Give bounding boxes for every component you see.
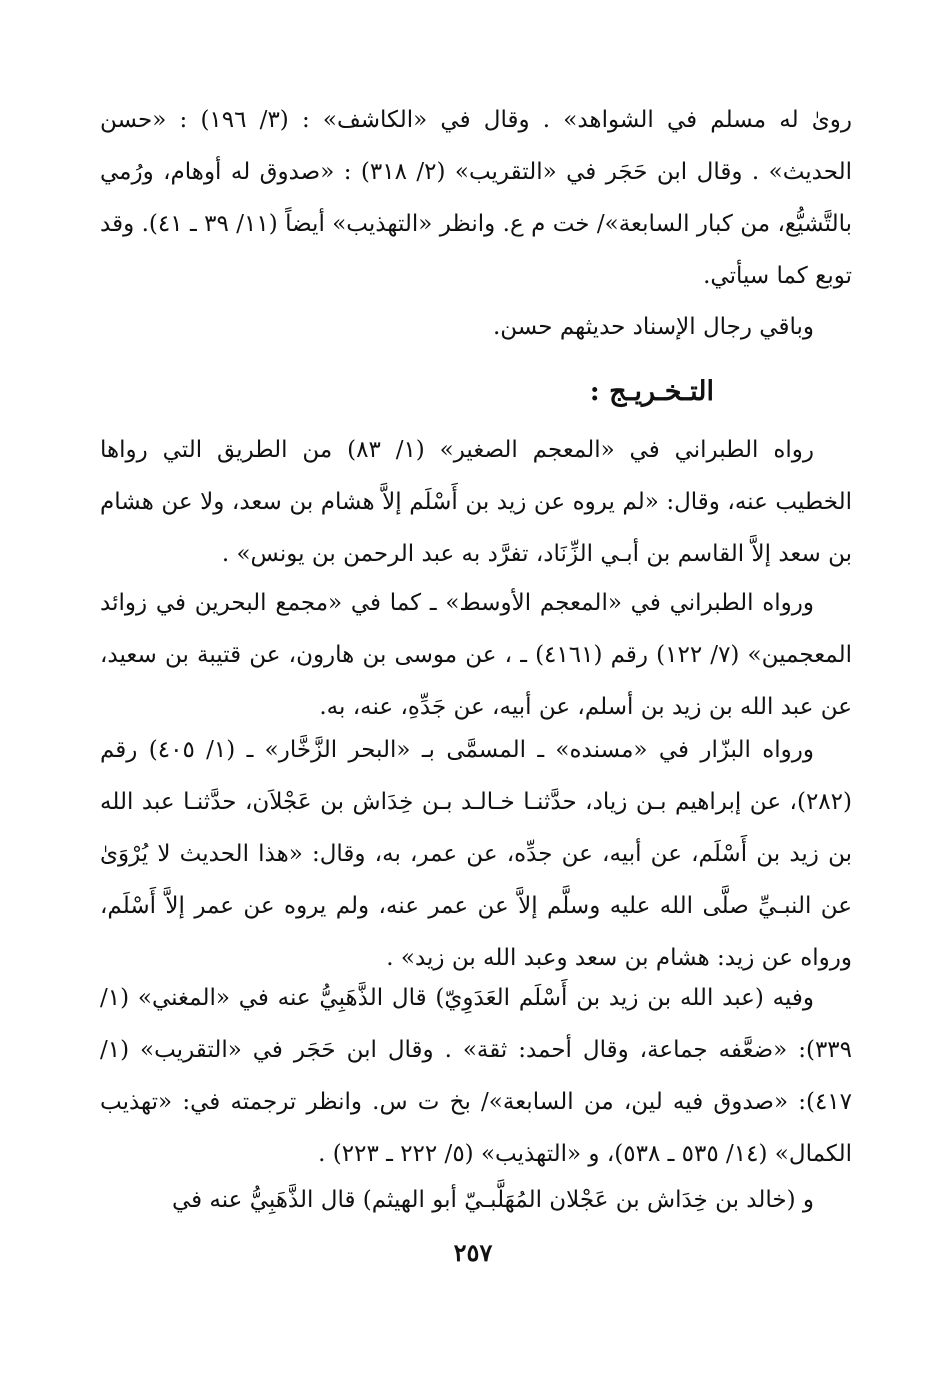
takhrij-paragraph-1: رواه الطبراني في «المعجم الصغير» (١/ ٨٣) من الطريق التي رواها الخطيب عنه، وقال: «لم يروه عن زيد بن أَسْلَم إلاَّ هشام بن سعد، ولا عن هشام بن سعد إلاَّ القاسم بن أبـي الزِّنَاد، تفرَّد به عبد الرحمن بن يونس» . bbox=[100, 437, 852, 567]
takhrij-paragraph-3: ورواه البزّار في «مسنده» ـ المسمَّى بـ «البحر الزَّخَّار» ـ (١/ ٤٠٥) رقم (٢٨٢)، عن إبراهيم بـن زياد، حدَّثنـا خـالـد بـن خِدَاش بن عَجْلاَن، حدَّثنـا عبد الله بن زيد بن أَسْلَم، عن أبيه، عن جدِّه، عن عمر، به، وقال: «هذا الحديث لا يُرْوَىٰ عن النبـيِّ صلَّى الله عليه وسلَّم إلاَّ عن عمر عنه، ولم يروه عن عمر إلاَّ أَسْلَم، ورواه عن زيد: هشام بن سعد وعبد الله بن زيد» . bbox=[100, 737, 852, 971]
page-number: ٢٥٧ bbox=[453, 1238, 493, 1267]
narrators-summary: وباقي رجال الإسناد حديثهم حسن. bbox=[492, 314, 814, 340]
intro-paragraph: رویٰ له مسلم في الشواهد» . وقال في «الكاشف» : (٣/ ١٩٦) : «حسن الحديث» . وقال ابن حَجَر في «التقريب» (٢/ ٣١٨) : «صدوق له أوهام، ورُمي بالتَّشيُّع، من كبار السابعة»/ خت م ع. وانظر «التهذيب» أيضاً (١١/ ٣٩ ـ ٤١). وقد توبع كما سيأتي. bbox=[100, 107, 852, 289]
section-heading-takhrij: التـخـريـج : bbox=[589, 376, 714, 407]
takhrij-paragraph-5: و (خالد بن خِدَاش بن عَجْلان المُهَلَّبـيّ أبو الهيثم) قال الذَّهَبِيُّ عنه في bbox=[171, 1187, 814, 1213]
takhrij-paragraph-4: وفيه (عبد الله بن زيد بن أَسْلَم العَدَوِيّ) قال الذَّهَبِيُّ عنه في «المغني» (١/ ٣٣٩): «ضعَّفه جماعة، وقال أحمد: ثقة» . وقال ابن حَجَر في «التقريب» (١/ ٤١٧): «صدوق فيه لين، من السابعة»/ بخ ت س. وانظر ترجمته في: «تهذيب الكمال» (١٤/ ٥٣٥ ـ ٥٣٨)، و «التهذيب» (٥/ ٢٢٢ ـ ٢٢٣) . bbox=[100, 985, 852, 1167]
takhrij-paragraph-2: ورواه الطبراني في «المعجم الأوسط» ـ كما في «مجمع البحرين في زوائد المعجمين» (٧/ ١٢٢) رقم (٤١٦١) ـ ، عن موسى بن هارون، عن قتيبة بن سعيد، عن عبد الله بن زيد بن أسلم، عن أبيه، عن جَدِّهِ، عنه، به. bbox=[100, 590, 852, 720]
